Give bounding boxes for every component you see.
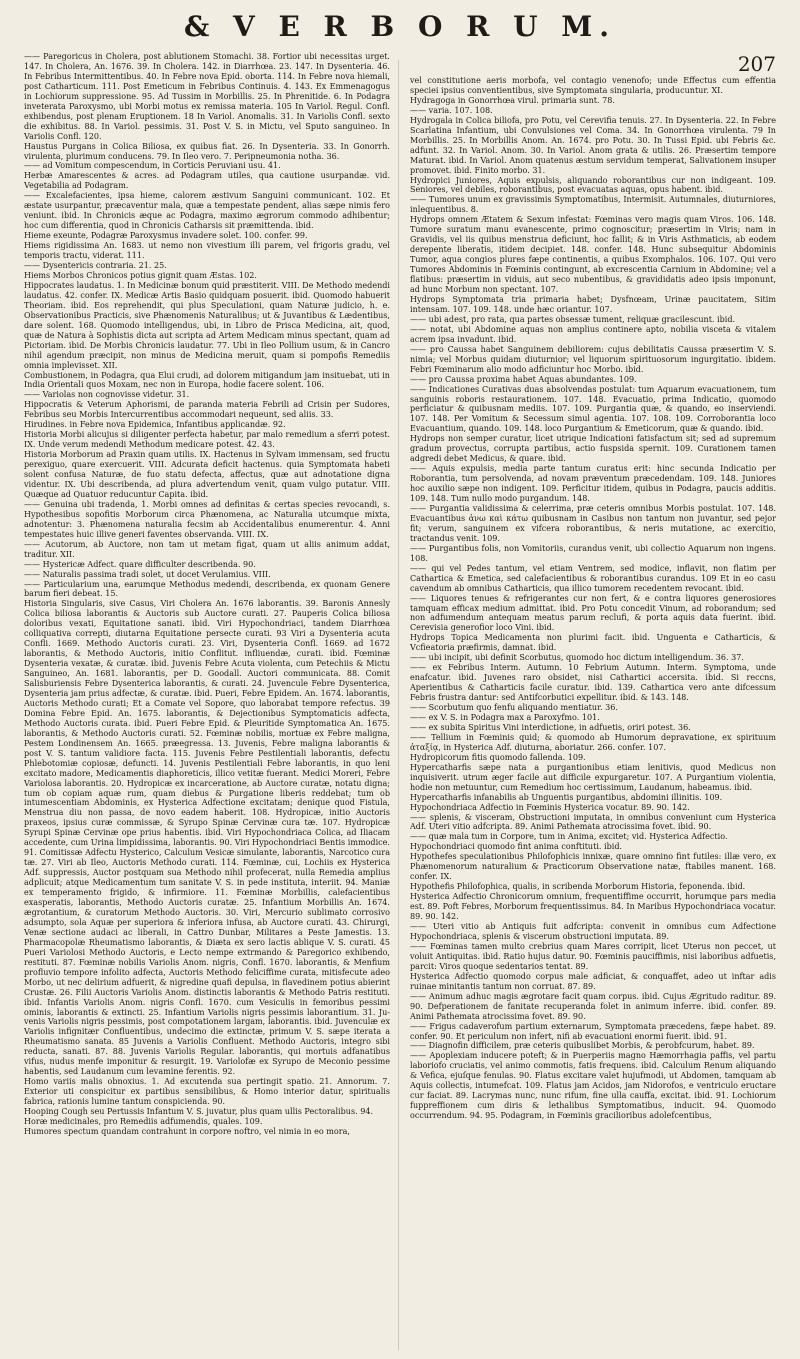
index-entry: Hippocrates laudatus. 1. In Medicinæ bonum quid præstiterit. VIII. De Methodo medendi laudatus. 42. confer. IX. Medicæ Artis Basio quidquam posuerit. ibid. Quomodo habuerit Theoriam. ibid. Eos reprehendit, qui plus Speculationi, quam Naturæ judicio, h. e. Observationibus Practicis, sive Phænomenis Naturalibus; ut & Juvantibus & Lædentibus, dare solent. 168. Quomodo intelligendus, ubi, in Libro de Prisca Medicina, ait, quod, quæ de Natura à Sophistis dicta aut scripta ad Artem Medicam minus spectant, quam ad Pictoriam. ibid. De Morbis Chronicis laudatur. 77. Ubi in Ileo Pollium usum, & in Cancro nihil agendum præcipit, non minus de Medicina meruit, quam si pompofis Remediis omnia implevisset. XII. <box>24 280 390 370</box>
index-entry: —— qui vel Pedes tantum, vel etiam Ventrem, sed modice, inflavit, non flatim per Cathartica & Emetica, sed calefacientibus & roborantibus curandus. 109 Et in eo casu cavendum ab omnibus Catharticis, qua illico tumorem recedentem revocant. ibid. <box>410 563 776 593</box>
page-number: 207 <box>737 52 776 76</box>
index-entry: —— ex V. S. in Podagra max a Paroxyfmo. 101. <box>410 713 600 722</box>
index-entry: Hydrogala in Colica biliofa, pro Potu, vel Cerevifia tenuis. 27. In Dysenteria. 22. In Febre Scarlatina Infantium, ubi Convulsiones vel Coma. 34. In Gonorrhœa virulenta. 79 In Morbillis. 25. In Morbillis Anom. An. 1674. pro Potu. 30. In Tussi Epid. ubi Febris &c. adfunt. 32. In Variol. Anom. 30. In Variol. Anom grata & utilis. 26. Præsertim tempore Maturat. ibid. In Variol. Anom quatenus æstum servidum temperat, Salivationem insuper promovet. ibid. Finito morbo. 31. <box>410 115 776 175</box>
index-entry: Hypercatharfis sæpe nata a purgantionibus etiam lenitivis, quod Medicus non inquisiverit. utrum æger facile aut difficile expurgaretur. 107. A Purgantium violentia, hodie non metuuntur, cum Remedium hoc certissimum, Laudanum, habeamus. ibid. <box>410 762 776 792</box>
index-entry: —— Uteri vitio ab Antiquis fuit adfcripta: convenit in omnibus cum Adfectione Hypochondriaca, splenis & viscerum obstructioni imputata. 89. <box>410 922 776 941</box>
index-entry: Combustionem, in Podagra, qua Elui crudi, ad dolorem mitigandum jam insituebat, uti in India Orientali quos Moxam, nec non in Europa, hodie facere solent. 106. <box>24 370 390 390</box>
index-entry: Hysterica Adfectio quomodo corpus male adficiat, & conquaffet, adeo ut inftar adis ruinae minitantis tantum non corruat. 87. 89. <box>410 971 776 991</box>
index-entry: Hydrops Topica Medicamenta non plurimi facit. ibid. Unguenta e Catharticis, & Vcfieatoria præfirmis, damnat. ibid. <box>410 633 776 653</box>
index-entry: —— quæ mala tum in Corpore, tum in Anima, excitet; vid. Hysterica Adfectio. <box>410 832 728 842</box>
index-entry: —— splenis, & visceram, Obstructioni imputata, in omnibus conveniunt cum Hysterica Adf. Uteri vitio adfcripta. 89. Animi Pathemata atrocissima fovet. ibid. 90. <box>410 812 776 832</box>
index-entry: Hypercatharfis infanabilis ab Unguentis purgantibus, abdomini illinitis. 109. <box>410 792 723 802</box>
index-entry: Hydrops Symptomata tria primaria habet; Dysfnœam, Urinæ paucitatem, Sitim intensam. 107. 109. 148. unde hæc oriantur. 107. <box>410 294 776 314</box>
index-entry: —— ubi incipit, ubi definit Scorbutus, quomodo hoc dictum intelligendum. 36. 37. <box>410 653 744 663</box>
index-entry: Hydrops non semper curatur, licet utrique Indicationi fatisfactum sit; sed ad supremum gradum provectus, corrupta partibus, actio fuspsida spernit. 109. Curationem tamen adgredi debet Medicus, & quare. ibid. <box>410 434 776 464</box>
index-entry: Horæ medicinales, pro Remediis adfumendis, quales. 109. <box>24 1116 263 1126</box>
index-entry: vel constitutione aeris morbofa, vel contagio venenofo; unde Effectus cum effentia speciei ipsius conventientibus, sive Symptomata singularia, producuntur. XI. <box>410 76 776 95</box>
index-entry: —— Purgantibus folis, non Vomitoriis, curandus venit, ubi collectio Aquarum non ingens. 108. <box>410 543 776 563</box>
index-entry: —— Liquores tenues & refrigerantes cur non fert, & e contra liquores generosiores tamquam efficax medium admittat. ibid. Pro Potu concedit Vinum, ad roborandum; sed non adfumendum antequam meatus parum reclufi, & porta aquis data fuerint. ibid. Cerevisia generofior loco Vini. ibid. <box>410 593 776 633</box>
index-entry: Hydragoga in Gonorrhœa virul. primaria sunt. 78. <box>410 95 615 105</box>
index-entry: —— varia. 107. 108. <box>410 105 493 115</box>
index-entry: —— pro Caussa proxima habet Aquas abundantes. 109. <box>410 374 637 384</box>
index-entry: —— pro Caussa habet Sanguinem debiliorem: cujus debilitatis Caussa præsertim V. S. nimia; vel Morbus quidam diuturnior; vel liquorum spirituosorum ingurgitatio. ibidem. Febri Fœminarum alio modo adficiuntur hoc Morbo. ibid. <box>410 344 776 374</box>
index-entry: —— ubi adest, pro rata, qua partes obsessæ tument, reliquæ gracilescunt. ibid. <box>410 314 736 324</box>
index-entry: —— Animum adhuc magis ægrotare facit quam corpus. ibid. Cujus Ægritudo raditur. 89. 90. Defperationem de fanitate recuperanda folet in animum inferre. ibid. confer. 89. Animi Pathemata atrocissima fovet. 89. 90. <box>410 991 776 1021</box>
index-entry: Hypochondriaca Adfectio in Fœminis Hysterica vocatur. 89. 90. 142. <box>410 802 690 812</box>
index-entry: —— Indicationes Curativas duas absolvendas postulat: tum Aquarum evacuationem, tum sanguinis roboris restaurationem. 107. 148. Evacuatio, prima Indicatio, quomodo perficiatur & quibusnam mediis. 107. 109. Purgantia quæ, & quando, eo inserviendi. 107. 148. Per Vomitum & Secessum simul agentia. 107. 108. 109. Corroborantia loco Evacuantium, quando. 109. 148. loco Purgantium & Emeticorum, quæ & quando. ibid. <box>410 384 776 434</box>
index-entry: Historia Singularis, sive Casus, Viri Cholera An. 1676 laborantis. 39. Baronis Annesly Colica biliosa laborantis & Auctoris sub Auctore curati. 27. Pauperis Colica biliosa doloribus vexati, Equitatione sanati. ibid. Viri Hypochondriaci, tandem Diarrhœa colliquativa correpti, diutarna Equitatione persecte curati. 93 Viri a Dysenteria acuta Confli. 1669. Methodo Auctoris curati. 23. Viri, Dysenteria Confl. 1669. ad 1672 laborantis, & Methodo Auctoris, initio Conflitut. infliuendæ, curati. ibid. Fœminæ Dysenteria vexatæ, & curatæ. ibid. Juvenis Febre Acuta violenta, cum Petechiis & Mictu Sanguineo, An. 1681. laborantis, per D. Goodall. Auctori communicata. 88. Comit Salisburiensis Febre Dysenterica laborantis, & curati. 24. Juvencule Febre Dysenterica, Dysenteria jam prius adfectæ, & curatæ. ibid. Pueri, Febre Epidem. An. 1674. laborantis, Auctoris Methodo curati; Et a Comate vel Sopore, quo laborabat tempore refectus. 39 Domina Febre Epid. An. 1675. laborantis, & Dejectionibus Symptomaticis adfecta, Methodo Auctoris curata. ibid. Pueri Febre Epid. & Pleuritide Symptomatica An. 1675. laborantis, & Methodo Auctoris curati. 52. Fœminæ nobilis, mortuæ ex Febre maligna, Pestem Londinensem An. 1665. præegressa. 13. Juvenis, Febre maligna laborantis & post V. S. tantum validiore facta. 115. Juvenis Febre Pestilentiali laborantis, defectu Phlebotomiæ copiosæ, defuncti. 14. Juvenis Pestilentiali Febre laborantis, in quo leni excitato madore, Medicamentis diaphoreticis, illico vetitæ fuerant. Medici Moreri, Febre Variolosa laborantis. 20. Hydropicæ ex incarceratione, ab Auctore curatæ, notatu digna; tum ob copiam aquæ rum, quam diebus & Purgatione liberis reddebat; tum ob intumescentiam Abdominis, ex Hysterica Adfectione excitatam; denique quod Fistula, Menstrua diu non passa, de novo eadem haberit. 108. Hydropicæ, initio Auctoris praxeos, ipsius curæ commissæ, & Syrupo Spinæ Cervinæ cura tæ. 107. Hydropicæ Syrupi Spinæ Cervinæ ope prius habentis. ibid. Viri Hypochondriaca Colica, ad Iliacam accedente, cum Urina limpidissima, laborantis. 90. Viri Hypochondriaci Bentis immodice. 91. Comitissæ Adfectu Hysterico, Calculum Vesicæ simulante, laborantis, Narcotico cura tæ. 27. Viri ab Ileo, Auctoris Methodo curati. 114. Fœminæ, cui, Lochiis ex Hysterica Adf. suppressis, Auctor postquam sua Methodo nihil profecerat, nulla Remedia amplius adplicuit; atque Medicamentum tum sanitate V. S. in pede instituta, interiit. 94. Maniæ ex temperamento frigido, & infirmiore. 11. Fœminæ Morbillis, calefacientibus exasperatis, laborantis, Methodo Auctoris curatæ. 25. Infantium Morbillis An. 1674. ægrotantium, & curatorum Methodo Auctoris. 30. Viri, Mercurio sublimato corrosivo adsumpto, sola Aquæ per superiora & inferiora infusa, ab Auctore curati. 43. Chirurgi, Venæ sectione audaci ac liberali, in Cattro Dunbar, Militares a Peste Jamestis. 13. Pharmacopolæ Rheumatismo laborantis, & Diæta ex sero lactis ablique V. S. curati. 45 Pueri Variolosi Methodo Auctoris, e Lecto nempe extrmando & Paregorico exhibendo, restituti. 87. Fœminæ nobilis Variolis Anom. nigris, Confl. 1670. laborantis, & Menfium profluvio tempore infolito adfecta, Auctoris Methodo feliciffime curata, mitisfecute adeo Morbo, ut nec delirium adfuerit, & nigredine quafi depulsa, in flavedinem potius abierint Crustæ. 26. Filii Auctoris Variolis Anom. distinctis laborantis & Methodo Patris restituti. ibid. Infantis Variolis Anom. nigris Confl. 1670. cum Vesiculis in femoribus pessimi ominis, laborantis & extincti. 25. Infantium Variolis nigris pessimis laborantium. 31. Juvenis Variolis nigris pessimis, post compotationem largam, laborantis. ibid. Juvenculæ ex Variolis infignitær Confluentibus, undecimo die extinctæ, primum V. S. sæpe iterata a Rheumatismo sanata. 85 Juvenis a Variolis Confluent. Methodo Auctoris, integro sibi reducta, sanati. 87. 88. Juvenis Variolis Regular. laborantis, qui mortuis adfanatibus vifus, nudus menfe imponitur & resurgit. 19. Variolofæ ex Syrupo de Meconio pessime habentis, sed Laudanum cum levamine ferentis. 92. <box>24 599 390 1077</box>
index-entry: —— Paregoricus in Cholera, post ablutionem Stomachi. 38. Fortior ubi necessitas urget. 147. In Cholera, An. 1676. 39. In Cholera. 142. in Diarrhœa. 23. 147. In Dysenteria. 46. In Febribus Intermittentibus. 40. In Febre nova Epid. oborta. 114. In Febre nova hiemali, post Catharticum. 111. Post Emeticum in Febribus Continuis. 4. 143. Ex Emmenagogus in Lochiorum suppressione. 95. Ad Tussim in Morbillis. 25. In Phrenitide. 6. In Podagra inveterata Paroxysmo, ubi Morbi motus ex remissa materia. 105 In Variol. Regul. Confl. exhibendus, post plenam Eruptionem. 18 In Variol. Anomalis. 31. In Variolis Confl. sexto die exhibitus. 88. In Variol. pessimis. 31. Post V. S. in Mictu, vel Sputo sanguineo. In Variolis Confl. 120. <box>24 52 390 141</box>
index-entry: —— notat, ubi Abdomine aquas non amplius continere apto, nobilia visceta & vitalem acrem ipsa invadunt. ibid. <box>410 324 776 344</box>
index-entry: —— Diagnofin difficilem, præ ceteris quibuslibet Morbis, & perobfcurum, habet. 89. <box>410 1041 755 1051</box>
index-entry: —— Genuina ubi tradenda, 1. Morbi omnes ad definitas & certas species revocandi, s. Hypothesibus sopofitis Morborum circa Phænomena, ac Naturalia utcumque mixta, adnotentur: 3. Phænomena naturalia fecsim ab Accidentalibus enumerentur. 4. Anni tempestates huic illive generi faventes observanda. VIII. IX. <box>24 499 390 539</box>
index-entry: Hydrops omnem Ætatem & Sexum infestat: Fœminas vero magis quam Viros. 106. 148. Tumore suratum manu evanescente, primo cognoscitur; præsertim in Viris; nam in Gravidis, vel iis quibus menstrua deficiunt, hoc fallit; & in Viris Asthmaticis, ab eodem derepente liberatis, itidem decipiet. 148. confer. 148. Hunc subsequitur Abdominis Tumor, aqua congios plures fæpe continentis, a quibus Exomphalos. 106. 107. Qui vero Tumores Abdominis in Fœminis contingunt, ab excrescentia Carnium in Abdomine; vel a flatibus: præsertim in viduis, aut seco nubentibus, & gravididatis adeo ipsis imponunt, ad hunc Morbum non spectant. 107. <box>410 215 776 295</box>
running-header <box>0 0 800 76</box>
index-entry: —— Apoplexiam inducere poteft; & in Puerperiis magno Hæmorrhagia paffis, vel partu laboriofo cruciatis, vel animo commotis, fatis frequens. ibid. Calculum Renum aliquando & Vefica, ejuſque fenulas. 90. Flatus excitare valet hujufmodi, ut Abdomen, tamquam ab Aquis collectis, intumefcat. 109. Flatus jam Acidos, jam Nidorofos, e ventriculo eructare cur faciat. 89. Lacrymas nunc, nunc rifum, fine ulla cauffa, excitat. ibid. 91. Lochiorum fuppreffionem cum diris & lethalibus Symptomatibus, inducit. 94. Quomodo occurrendum. 94. 95. Podagram, in Fœminis gracilioribus adolefcentibus, <box>410 1051 776 1121</box>
index-entry: Historia Morbi alicujus si diligenter perfecta habetur, par malo remedium a sferri potest. IX. Unde verum medendi Methodum medicare potest. 42. 43. <box>24 430 390 450</box>
column-divider <box>398 60 399 1350</box>
index-entry: —— Scorbutum quo fenfu aliquando mentiatur. 36. <box>410 703 618 713</box>
page-running-title: & V E R B O R U M. <box>183 10 617 43</box>
index-entry: —— Aquis expulsis, media parte tantum curatus erit: hinc secunda Indicatio per Roborantia, tum persolvenda, ad novam præventum præcedendam. 109. 148. Juniores hoc auxilio sæpe non indigent. 109. Perficitur itidem, quibus in Podagra, paucis additis. 109. 148. Tum nullo modo purgandum. 148. <box>410 464 776 504</box>
index-entry: —— Particularium una, earumque Methodus medendi, describenda, ex quonam Genere barum fieri debeat. 15. <box>24 579 390 599</box>
index-entry: Haustus Purgans in Colica Biliosa, ex quibus fiat. 26. In Dysenteria. 33. In Gonorrh. virulenta, plurimum conducens. 79. In Ileo vero. 7. Peripneumonia notha. 36. <box>24 141 390 161</box>
index-entry: Hypochondriaci quomodo fint anima conftituti. ibid. <box>410 842 623 852</box>
index-entry: —— Hystericæ Adfect. quare difficulter describenda. 90. <box>24 559 256 569</box>
index-entry: —— ex subita Spiritus Vini interdictione, in adfuetis, oriri potest. 36. <box>410 722 691 732</box>
index-entry: —— Acutorum, ab Auctore, non tam ut metam figat, quam ut aliis animum addat, traditur. XII. <box>24 539 390 559</box>
index-entry: —— Dysentericis contraria. 21. 25. <box>24 261 167 271</box>
index-entry: Hippocratis & Veterum Aphorismi, de paranda materia Febrili ad Crisin per Sudores, Febribus seu Morbis Intercurrentibus accommodari nequeunt, sed aliis. 33. <box>24 400 390 420</box>
index-entry: Hysterica Adfectio Chronicorum omnium, frequentiffime occurrit, horumque pars media est. 89. Poft Febres, Morborum frequentissimus. 84. In Maribus Hypochondriaca vocatur. 89. 90. 142. <box>410 892 776 922</box>
index-entry: —— Frigus cadaverofum partium externarum, Symptomata præcedens, fæpe habet. 89. confer. 90. Et periculum non infert, nifi ab evacuationi enormi fuerit. ibid. 91. <box>410 1021 776 1041</box>
index-entry: Hypothefis Philofophica, qualis, in scribenda Morborum Historia, feponenda. ibid. <box>410 882 746 892</box>
index-entry: Hiems rigidissima An. 1683. ut nemo non vivestium illi parem, vel frigoris gradu, vel temporis tractu, viderat. 111. <box>24 241 390 261</box>
index-entry: Homo variis malis obnoxius. 1. Ad excutenda sua pertingit spatio. 21. Annorum. 7. Exterior uti conspicitur ex partibus sensibilibus, & Homo interior datur, spiritualis fabrica, rationis lumine tantum conspicienda. 90. <box>24 1077 390 1107</box>
index-entry: —— ex Febribus Interm. Autumn. 10 Febrium Autumn. Interm. Symptoma, unde enafcatur. ibid. Juvenes raro obsidet, nisi Cathartici accersita. ibid. Si reccns, Aperientibus & Catharticis facile curatur. ibid. 139. Cathartica vero ante difcessum Febris frustra dantur: sed Antifcorbutici expellitur. ibid. & 143. 148. <box>410 663 776 703</box>
index-entry: Humores spectum quandam contrahunt in corpore noftro, vel nimia in eo mora, <box>24 1126 350 1136</box>
index-entry: Historia Morborum ad Praxin quam utilis. IX. Hactenus in Sylvam immensam, sed fructu perexiguo, quare exercuerit. VIII. Adcurata deficit hactenus. quia Symptomata habeti solent confusa Naturæ, de fuo statu defecta, affectus, quæ aut adnotatione digna videntur. IX. Ubi describenda, ad plura advertendum venit, quam vulgo putatur. VIII. Quæque ad Quatuor reducuntur Capita. ibid. <box>24 450 390 499</box>
index-entry: —— Variolas non cognovisse videtur. 31. <box>24 390 190 400</box>
left-index-column <box>24 52 390 1352</box>
index-entry: Hydropicorum fitis quomodo fallenda. 109. <box>410 752 586 762</box>
index-entry: —— Tumores unum ex gravissimis Symptomatibus, Intermisit. Autumnales, diuturniores, inlequentibus. 8. <box>410 195 776 215</box>
index-entry: Hypothefes speculationibus Philofophicis innixæ, quare omnino fint futiles: illæ vero, ex Phænomenorum naturalium & Practicorum Observatione natæ, ftabiles manent. 168. confer. IX. <box>410 852 776 882</box>
index-entry: —— Purgantia validissima & celerrima, præ ceteris omnibus Morbis postulat. 107. 148. Evacuantibus ἀνω καὶ κάτω quibusnam in Casibus non tantum non juvantur, sed pejor fit; verum, sanguinem ex vifcera roborantibus, & neris mutatione, ac exercitio, tractandus venit. 109. <box>410 503 776 543</box>
index-entry: —— ad Vomitum compescendum, in Corticis Peruviani usu. 41. <box>24 161 281 171</box>
index-entry: Hirudines. in Febre nova Epidemica, Infantibus applicandæ. 92. <box>24 420 286 430</box>
index-entry: Hiems Morbos Chronicos potius gignit quam Æstas. 102. <box>24 270 257 280</box>
index-entry: —— Naturalis passima tradi solet, ut docet Verulamius. VIII. <box>24 569 271 579</box>
index-entry: Hydropici Juniores, Aquis expulsis, aliquando roborantibus cur non indigeant. 109. Seniores, vel debiles, roborantibus, post evacuatas aquas, opus habent. ibid. <box>410 175 776 195</box>
index-entry: Hieme exeunte, Podagræ Paroxysmus invadere solet. 100. confer. 99. <box>24 231 308 241</box>
index-entry: Hooping Cough seu Pertussis Infantum V. S. juvatur, plus quam ullis Pectoralibus. 94. <box>24 1107 374 1117</box>
index-entry: Herbæ Amarescentes & acres. ad Podagram utiles, qua cautione usurpandæ. vid. Vegetabilia ad Podagram. <box>24 171 390 191</box>
index-entry: —— Fœminas tamen multo crebrius quam Mares corripit, licet Uterus non peccet, ut voluit Antiquitas. ibid. Ratio hujus datur. 90. Fœminis pauciffimis, nisi laboribus adfuetis, parcit: Viros quoque sedentarios tentat. 89. <box>410 941 776 971</box>
index-entry: —— Tellium in Fœminis quid; & quomodo ab Humorum depravatione, ex spirituum ἀταξίᾳ, in Hysterica Adf. diuturna, aboriatur. 266. confer. 107. <box>410 732 776 752</box>
right-index-column <box>410 76 776 1352</box>
index-entry: —— Excalefacientes, ipsa hieme, calorem æstivum Sanguini communicant. 102. Et æstate usurpantur, præcaventur mala, quæ a tempestate pendent, alias sæpe nimis fero veniunt. ibid. In Chronicis æque ac Podagra, maximo ægrorum commodo adhibentur; hoc cum differentia, quod in Chronicis Catharsis sit præmittenda. ibid. <box>24 191 390 231</box>
